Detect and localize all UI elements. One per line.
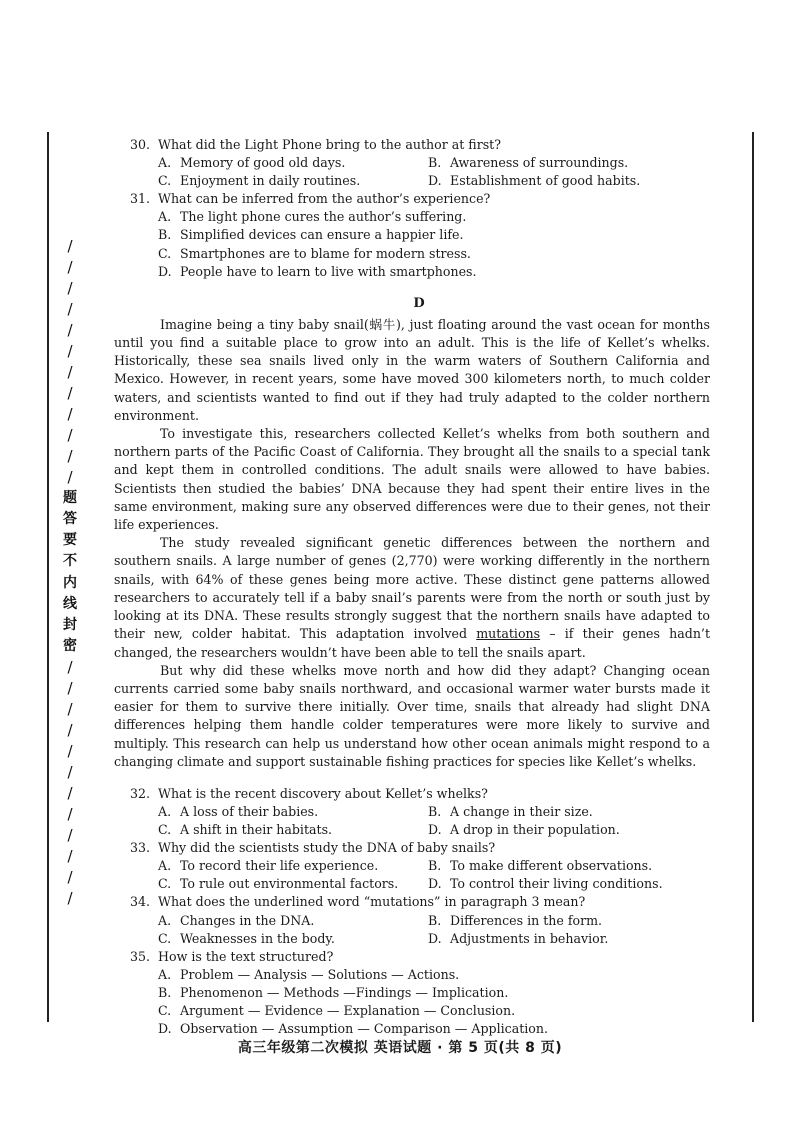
- option-text: Phenomenon — Methods —Findings — Implication.: [180, 984, 509, 1000]
- option-text: A change in their size.: [450, 804, 593, 820]
- question-number: 31.: [130, 191, 151, 207]
- option-letter: C.: [158, 930, 172, 946]
- option-letter: B.: [428, 804, 442, 820]
- seal-mark: /: [67, 384, 73, 403]
- option-letter: C.: [158, 876, 172, 892]
- option-text: Simplified devices can ensure a happier life.: [180, 227, 464, 243]
- seal-mark: /: [67, 825, 73, 844]
- seal-mark: /: [67, 447, 73, 466]
- option-text: Observation — Assumption — Comparison — Application.: [180, 1021, 548, 1037]
- question-stem: What can be inferred from the author’s experience?: [158, 191, 491, 207]
- question-34: [112, 893, 710, 947]
- option-text: To record their life experience.: [180, 858, 379, 874]
- option-b[interactable]: [158, 226, 710, 244]
- option-text: To rule out environmental factors.: [180, 876, 399, 892]
- options: [112, 966, 710, 1038]
- question-33: [112, 839, 710, 893]
- page-footer: 高三年级第二次模拟 英语试题 · 第 5 页(共 8 页): [237, 1040, 563, 1056]
- passage-paragraph-2: To investigate this, researchers collected Kellet’s whelks from both southern and northern parts of the Pacific Coast of California. They brought all the snails to a special tank and kept them in controlled conditions. The adult snails were allowed to have babies. Scientists then studied the babies’ DNA because they had spent their entire lives in the same environment, making sure any observed differences were due to their genes, not their life experiences.: [114, 426, 710, 533]
- seal-mark: /: [67, 237, 73, 255]
- option-text: A loss of their babies.: [180, 804, 319, 820]
- passage-paragraph-1: Imagine being a tiny baby snail(蜗牛), just floating around the vast ocean for months until you find a suitable place to grow into an adult. This is the life of Kellet’s whelks. Historically, these sea snails lived only in the warm waters of Southern California and Mexico. However, in recent years, some have moved 300 kilometers north, to much colder waters, and scientists wanted to find out if they had truly adapted to the colder northern environment.: [114, 316, 710, 423]
- option-letter: B.: [158, 227, 172, 243]
- seal-mark: /: [67, 804, 73, 823]
- option-text: The light phone cures the author’s suffering.: [180, 209, 467, 225]
- option-letter: A.: [158, 155, 172, 171]
- option-letter: D.: [428, 876, 442, 892]
- option-letter: D.: [428, 822, 442, 838]
- option-letter: B.: [428, 858, 442, 874]
- question-number: 30.: [130, 137, 151, 152]
- option-text: Changes in the DNA.: [180, 912, 315, 928]
- exam-content: [112, 136, 710, 1038]
- option-text: A shift in their habitats.: [180, 822, 333, 838]
- option-letter: D.: [428, 930, 442, 946]
- option-letter: A.: [158, 804, 172, 820]
- option-letter: B.: [158, 984, 172, 1000]
- option-a[interactable]: [158, 154, 428, 172]
- underlined-word: mutations: [476, 626, 541, 642]
- seal-mark: /: [67, 279, 73, 298]
- option-text: Smartphones are to blame for modern stress.: [180, 245, 471, 261]
- options: [112, 208, 710, 280]
- option-c[interactable]: [158, 1002, 710, 1020]
- option-text: Enjoyment in daily routines.: [180, 173, 361, 189]
- seal-mark: /: [67, 657, 73, 676]
- question-32: [112, 785, 710, 839]
- option-letter: A.: [158, 966, 172, 982]
- option-c[interactable]: [158, 875, 428, 893]
- seal-mark: /: [67, 405, 73, 424]
- option-text: Adjustments in behavior.: [450, 930, 609, 946]
- option-text: Weaknesses in the body.: [180, 930, 335, 946]
- question-31: [112, 190, 710, 280]
- option-b[interactable]: [428, 912, 710, 930]
- seal-mark: /: [67, 258, 73, 277]
- seal-mark: /: [67, 342, 73, 361]
- seal-mark: /: [67, 867, 73, 886]
- seal-char: 密: [63, 637, 77, 654]
- option-letter: A.: [158, 912, 172, 928]
- seal-char: 线: [63, 595, 77, 612]
- option-letter: C.: [158, 245, 172, 261]
- seal-char: 封: [63, 616, 77, 633]
- seal-mark: /: [67, 426, 73, 445]
- option-b[interactable]: [428, 154, 710, 172]
- option-a[interactable]: [158, 912, 428, 930]
- option-letter: B.: [428, 912, 442, 928]
- option-d[interactable]: [428, 930, 710, 948]
- seal-line-margin: [58, 238, 82, 906]
- seal-mark: /: [67, 783, 73, 802]
- option-letter: D.: [158, 263, 172, 279]
- question-number: 34.: [130, 894, 151, 910]
- option-d[interactable]: [428, 875, 710, 893]
- option-letter: D.: [158, 1021, 172, 1037]
- option-letter: C.: [158, 173, 172, 189]
- question-number: 32.: [130, 785, 151, 801]
- seal-mark: /: [67, 678, 73, 697]
- option-text: A drop in their population.: [450, 822, 620, 838]
- seal-char: 不: [63, 553, 77, 570]
- paragraph-text: – if their genes hadn’t changed, the researchers wouldn’t have been able to tell the snails apart.: [114, 626, 711, 660]
- options: [112, 857, 710, 893]
- option-c[interactable]: [158, 245, 710, 263]
- option-text: People have to learn to live with smartphones.: [180, 263, 477, 279]
- question-number: 35.: [130, 948, 151, 964]
- option-c[interactable]: [158, 821, 428, 839]
- seal-mark: /: [67, 762, 73, 781]
- question-stem: What does the underlined word “mutations” in paragraph 3 mean?: [158, 894, 586, 910]
- seal-mark: /: [67, 321, 73, 340]
- section-heading: D: [413, 295, 425, 311]
- option-b[interactable]: [158, 984, 710, 1002]
- question-35: [112, 948, 710, 1038]
- binding-frame-line-left: [47, 132, 49, 1022]
- option-d[interactable]: [428, 821, 710, 839]
- option-b[interactable]: [428, 803, 710, 821]
- seal-mark: /: [67, 846, 73, 865]
- option-text: Establishment of good habits.: [450, 173, 641, 189]
- seal-mark: /: [67, 699, 73, 718]
- options: [112, 154, 710, 190]
- option-a[interactable]: [158, 803, 428, 821]
- question-stem: What did the Light Phone bring to the author at first?: [158, 137, 501, 152]
- seal-char: 内: [63, 574, 77, 591]
- option-a[interactable]: [158, 966, 710, 984]
- option-letter: A.: [158, 858, 172, 874]
- question-number: 33.: [130, 840, 151, 856]
- seal-char: 答: [63, 511, 77, 528]
- question-stem: What is the recent discovery about Kellet’s whelks?: [158, 785, 488, 801]
- option-text: Problem — Analysis — Solutions — Actions.: [180, 966, 460, 982]
- option-d[interactable]: [158, 263, 710, 281]
- option-letter: D.: [428, 173, 442, 189]
- seal-mark: /: [67, 720, 73, 739]
- seal-mark: /: [67, 300, 73, 319]
- option-c[interactable]: [158, 172, 428, 190]
- question-stem: Why did the scientists study the DNA of baby snails?: [158, 840, 496, 856]
- options: [112, 912, 710, 948]
- seal-mark: /: [67, 741, 73, 760]
- question-30: [112, 136, 710, 190]
- option-text: Awareness of surroundings.: [450, 155, 629, 171]
- option-letter: A.: [158, 209, 172, 225]
- options: [112, 803, 710, 839]
- option-letter: B.: [428, 155, 442, 171]
- question-stem: How is the text structured?: [158, 948, 334, 964]
- option-text: Memory of good old days.: [180, 155, 346, 171]
- option-d[interactable]: [428, 172, 710, 190]
- option-d[interactable]: [158, 1020, 710, 1038]
- option-text: To control their living conditions.: [450, 876, 663, 892]
- binding-frame-line-right: [752, 132, 754, 1022]
- seal-mark: /: [67, 468, 73, 487]
- option-c[interactable]: [158, 930, 428, 948]
- seal-char: 题: [63, 490, 77, 507]
- option-text: Argument — Evidence — Explanation — Conclusion.: [180, 1003, 516, 1019]
- option-letter: C.: [158, 1003, 172, 1019]
- option-text: Differences in the form.: [450, 912, 603, 928]
- passage-paragraph-3: [112, 534, 710, 661]
- option-b[interactable]: [428, 857, 710, 875]
- option-text: To make different observations.: [450, 858, 653, 874]
- option-letter: C.: [158, 822, 172, 838]
- seal-char: 要: [63, 532, 77, 549]
- option-a[interactable]: [158, 208, 710, 226]
- seal-mark: /: [67, 363, 73, 382]
- option-a[interactable]: [158, 857, 428, 875]
- passage-paragraph-4: But why did these whelks move north and how did they adapt? Changing ocean currents carried some baby snails northward, and occasional warmer water bursts made it easier for them to survive there initially. Over time, snails that already had slight DNA differences helping them handle colder temperatures were more likely to survive and multiply. This research can help us understand how other ocean animals might respond to a changing climate and support sustainable fishing practices for species like Kellet’s whelks.: [114, 662, 710, 769]
- seal-mark: /: [67, 888, 73, 907]
- paragraph-text: The study revealed significant genetic differences between the northern and southern snails. A large number of genes (2,770) were working differently in the northern snails, with 64% of these genes being more active. These distinct gene patterns allowed researchers to accurately tell if a baby snail’s parents were from the north or south just by looking at its DNA. These results strongly suggest that the northern snails have adapted to their new, colder habitat. This adaptation involved: [114, 535, 710, 642]
